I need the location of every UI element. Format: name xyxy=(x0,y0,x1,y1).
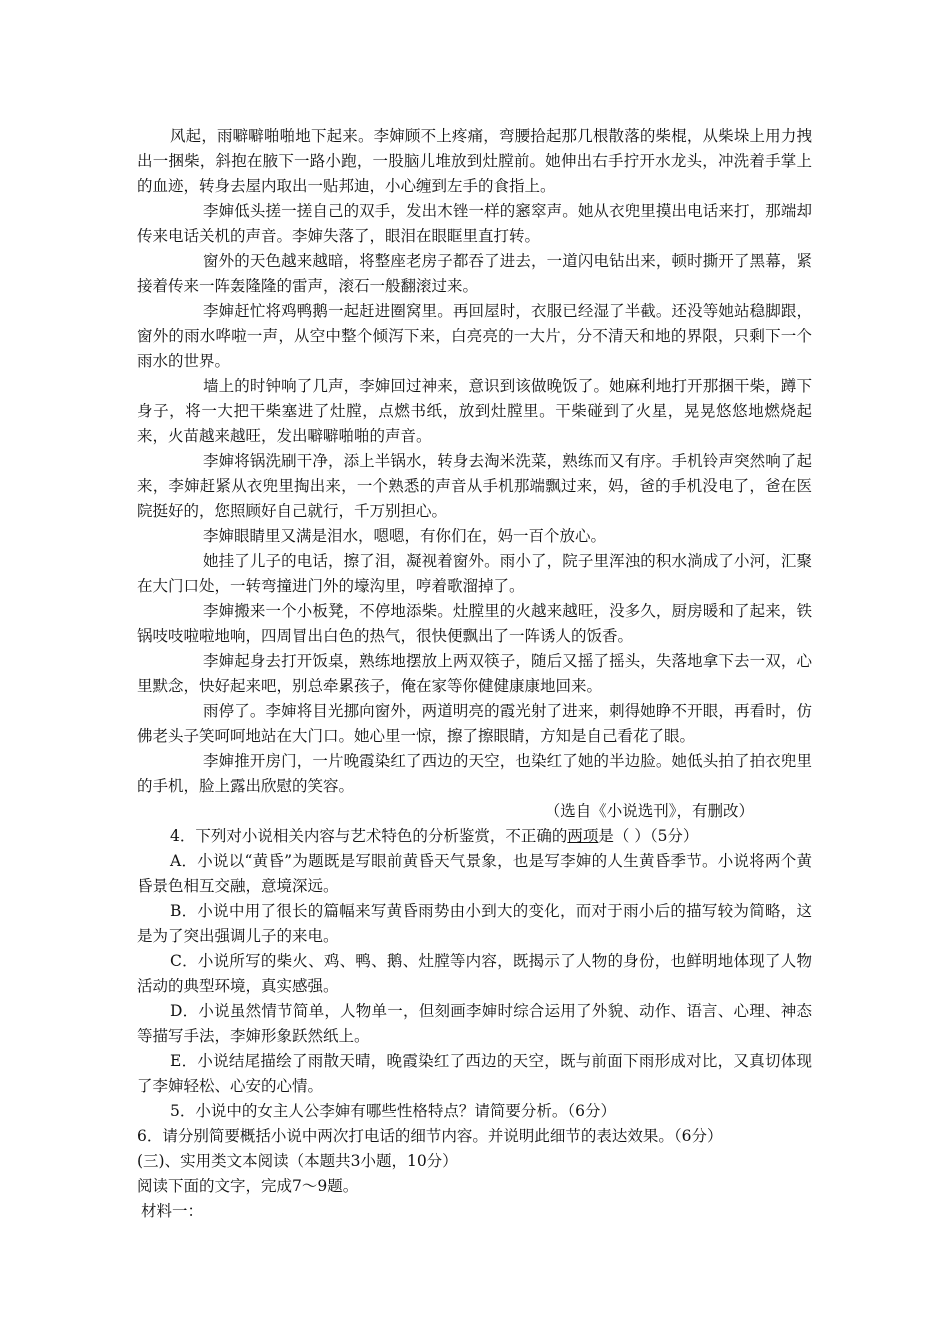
question-5: 5．小说中的女主人公李婶有哪些性格特点？请简要分析。（6分） xyxy=(170,1102,616,1120)
option-a: A．小说以“黄昏”为题既是写眼前黄昏天气景象，也是写李婶的人生黄昏季节。小说将两个黄昏景色相互交融，意境深远。 xyxy=(137,852,812,895)
section-heading: (三)、实用类文本阅读（本题共3小题，10分） xyxy=(137,1152,458,1170)
material-label: 材料一： xyxy=(141,1202,204,1220)
question-4-tail: 是（ ）（5分） xyxy=(598,827,699,845)
story-paragraph: 李婶眼睛里又满是泪水，嗯嗯，有你们在，妈一百个放心。 xyxy=(203,527,607,545)
story-paragraph: 雨停了。李婶将目光挪向窗外，两道明亮的霞光射了进来，刺得她睁不开眼，再看时，仿佛老头子笑呵呵地站在大门口。她心里一惊，擦了擦眼睛，方知是自己看花了眼。 xyxy=(137,702,812,745)
option-b: B．小说中用了很长的篇幅来写黄昏雨势由小到大的变化，而对于雨小后的描写较为简略，这是为了突出强调儿子的来电。 xyxy=(137,902,812,945)
story-paragraph: 李婶赶忙将鸡鸭鹅一起赶进圈窝里。再回屋时，衣服已经湿了半截。还没等她站稳脚跟，窗外的雨水哗啦一声，从空中整个倾泻下来，白亮亮的一大片，分不清天和地的界限，只剩下一个雨水的世界。 xyxy=(137,302,812,370)
story-paragraph: 李婶将锅洗刷干净，添上半锅水，转身去淘米洗菜，熟练而又有序。手机铃声突然响了起来，李婶赶紧从衣兜里掏出来，一个熟悉的声音从手机那端飘过来，妈，爸的手机没电了，爸在医院挺好的，您照顾好自己就行，千万别担心。 xyxy=(137,452,812,520)
question-6: 6．请分别简要概括小说中两次打电话的细节内容。并说明此细节的表达效果。（6分） xyxy=(137,1127,723,1145)
option-c: C．小说所写的柴火、鸡、鸭、鹅、灶膛等内容，既揭示了人物的身份，也鲜明地体现了人物活动的典型环境，真实感强。 xyxy=(137,952,812,995)
document-body xyxy=(137,124,812,1224)
question-4-underlined: 两项 xyxy=(567,827,599,845)
reading-instruction: 阅读下面的文字，完成7～9题。 xyxy=(137,1177,359,1195)
story-paragraph: 她挂了儿子的电话，擦了泪，凝视着窗外。雨小了，院子里浑浊的积水淌成了小河，汇聚在大门口处，一转弯撞进门外的壕沟里，哼着歌溜掉了。 xyxy=(137,552,812,595)
story-paragraph: 李婶搬来一个小板凳，不停地添柴。灶膛里的火越来越旺，没多久，厨房暖和了起来，铁锅吱吱啦啦地响，四周冒出白色的热气，很快便飘出了一阵诱人的饭香。 xyxy=(137,602,812,645)
story-paragraph: 风起，雨噼噼啪啪地下起来。李婶顾不上疼痛，弯腰拾起那几根散落的柴棍，从柴垛上用力拽出一捆柴，斜抱在腋下一路小跑，一股脑儿堆放到灶膛前。她伸出右手拧开水龙头，冲洗着手掌上的血迹，转身去屋内取出一贴邦迪，小心缠到左手的食指上。 xyxy=(137,127,812,195)
question-4 xyxy=(137,824,812,849)
question-4-text: 4．下列对小说相关内容与艺术特色的分析鉴赏，不正确的 xyxy=(170,827,568,845)
option-d: D．小说虽然情节简单，人物单一，但刻画李婶时综合运用了外貌、动作、语言、心理、神态等描写手法，李婶形象跃然纸上。 xyxy=(137,1002,812,1045)
source-citation: （选自《小说选刊》，有删改） xyxy=(544,802,754,820)
story-paragraph: 李婶推开房门，一片晚霞染红了西边的天空，也染红了她的半边脸。她低头拍了拍衣兜里的手机，脸上露出欣慰的笑容。 xyxy=(137,752,812,795)
story-paragraph: 墙上的时钟响了几声，李婶回过神来，意识到该做晚饭了。她麻利地打开那捆干柴，蹲下身子，将一大把干柴塞进了灶膛，点燃书纸，放到灶膛里。干柴碰到了火星，晃晃悠悠地燃烧起来，火苗越来越旺，发出噼噼啪啪的声音。 xyxy=(137,377,812,445)
story-paragraph: 窗外的天色越来越暗，将整座老房子都吞了进去，一道闪电钻出来，顿时撕开了黑幕，紧接着传来一阵轰隆隆的雷声，滚石一般翻滚过来。 xyxy=(137,252,812,295)
story-paragraph: 李婶起身去打开饭桌，熟练地摆放上两双筷子，随后又摇了摇头，失落地拿下去一双，心里默念，快好起来吧，别总牵累孩子，俺在家等你健健康康地回来。 xyxy=(137,652,812,695)
option-e: E．小说结尾描绘了雨散天晴，晚霞染红了西边的天空，既与前面下雨形成对比，又真切体现了李婶轻松、心安的心情。 xyxy=(137,1052,812,1095)
story-paragraph: 李婶低头搓一搓自己的双手，发出木锉一样的窸窣声。她从衣兜里摸出电话来打，那端却传来电话关机的声音。李婶失落了，眼泪在眼眶里直打转。 xyxy=(137,202,812,245)
